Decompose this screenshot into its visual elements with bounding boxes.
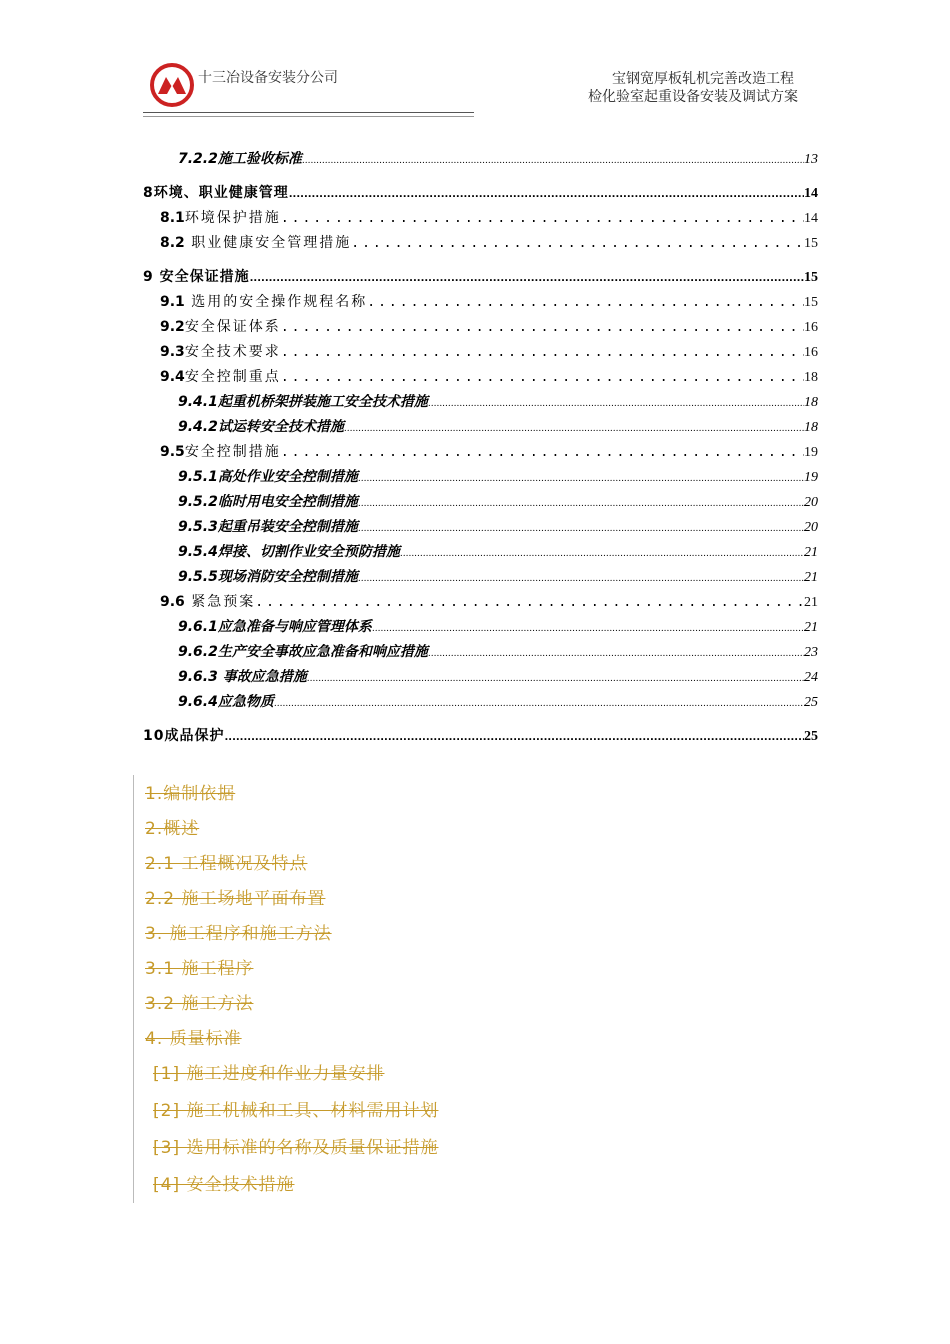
toc-page-number: 21: [804, 620, 818, 635]
toc-entry-number: 9: [143, 269, 154, 285]
toc-entry-title: [178, 466, 358, 486]
toc-entry-number: 9.4.2: [178, 419, 218, 435]
toc-entry-number: 9.6.2: [178, 644, 218, 660]
toc-entry-text: 焊接、切割作业安全预防措施: [217, 544, 400, 560]
toc-page-number: 15: [804, 236, 818, 251]
toc-entry-text: 起重机桥架拼装施工安全技术措施: [217, 394, 428, 410]
toc-entry-text: 紧急预案: [184, 594, 256, 610]
toc-entry-title: [160, 291, 367, 311]
toc-entry-title: [178, 616, 372, 636]
toc-entry-text: 安全技术要求: [184, 344, 281, 360]
toc-leader-dots: [281, 211, 804, 226]
toc-entry[interactable]: [143, 391, 818, 416]
toc-entry-title: [178, 416, 344, 436]
deleted-toc-item-text: 2.2 施工场地平面布置: [145, 889, 326, 909]
toc-entry-text: 职业健康安全管理措施: [184, 235, 352, 251]
toc-leader-dots: [344, 424, 804, 434]
toc-entry[interactable]: [143, 591, 818, 616]
toc-entry[interactable]: [143, 466, 818, 491]
deleted-toc-item[interactable]: [133, 1092, 633, 1129]
toc-entry[interactable]: [143, 232, 818, 257]
toc-leader-dots: [250, 273, 804, 284]
toc-entry-text: 高处作业安全控制措施: [217, 469, 358, 485]
toc-entry-text: 安全保证体系: [184, 319, 281, 335]
toc-leader-dots: [255, 595, 804, 610]
deleted-toc-item-text: 3.2 施工方法: [145, 994, 254, 1014]
toc-entry-number: 9.6.1: [178, 619, 218, 635]
toc-entry-number: 7.2.2: [178, 151, 218, 167]
toc-entry[interactable]: [143, 541, 818, 566]
table-of-contents: [143, 148, 818, 750]
toc-entry-number: 9.4: [160, 369, 185, 385]
toc-entry-text: 安全控制重点: [184, 369, 281, 385]
toc-entry-number: 9.5.4: [178, 544, 218, 560]
toc-page-number: 25: [804, 729, 818, 744]
deleted-toc-item-text: [2] 施工机械和工具、材料需用计划: [153, 1101, 439, 1121]
toc-leader-dots: [274, 699, 804, 709]
toc-entry[interactable]: [143, 616, 818, 641]
toc-leader-dots: [358, 524, 804, 534]
toc-page-number: 24: [804, 670, 818, 685]
deleted-toc-item-text: [3] 选用标准的名称及质量保证措施: [153, 1138, 439, 1158]
toc-entry[interactable]: [143, 566, 818, 591]
toc-page-number: 20: [804, 495, 818, 510]
toc-page-number: 13: [804, 152, 818, 167]
toc-entry-number: 9.5.1: [178, 469, 218, 485]
toc-leader-dots: [358, 474, 804, 484]
deleted-toc-item[interactable]: [133, 1055, 633, 1092]
toc-leader-dots: [281, 370, 804, 385]
toc-entry[interactable]: [143, 207, 818, 232]
toc-page-number: 21: [804, 570, 818, 585]
toc-entry-number: 9.6.4: [178, 694, 218, 710]
toc-page-number: 18: [804, 420, 818, 435]
toc-page-number: 16: [804, 320, 818, 335]
toc-page-number: 16: [804, 345, 818, 360]
toc-entry-title: [178, 391, 428, 411]
toc-leader-dots: [428, 649, 804, 659]
toc-entry-text: 事故应急措施: [217, 669, 307, 685]
toc-entry-text: 安全控制措施: [184, 444, 281, 460]
deleted-toc-item[interactable]: [133, 1129, 633, 1166]
toc-page-number: 19: [804, 445, 818, 460]
deleted-toc-item-text: 2.1 工程概况及特点: [145, 854, 308, 874]
project-title-line2: 检化验室起重设备安装及调试方案: [588, 89, 798, 105]
toc-entry-number: 9.5.2: [178, 494, 218, 510]
toc-entry-number: 9.5.3: [178, 519, 218, 535]
company-name: 十三冶设备安装分公司: [198, 70, 338, 86]
toc-entry-number: 9.3: [160, 344, 185, 360]
toc-entry[interactable]: [143, 516, 818, 541]
toc-leader-dots: [224, 732, 804, 743]
toc-entry-title: [143, 182, 289, 202]
toc-leader-dots: [372, 624, 804, 634]
toc-entry-number: 9.4.1: [178, 394, 218, 410]
toc-entry-title: [160, 316, 281, 336]
toc-entry[interactable]: [143, 666, 818, 691]
toc-page-number: 21: [804, 595, 818, 610]
toc-entry-number: 9.5.5: [178, 569, 218, 585]
deleted-toc-item[interactable]: [133, 985, 633, 1020]
deleted-toc-item-text: 4. 质量标准: [145, 1029, 242, 1049]
toc-entry-number: 8: [143, 185, 154, 201]
toc-entry[interactable]: [143, 266, 818, 291]
toc-entry-text: 环境保护措施: [184, 210, 281, 226]
toc-entry-text: 应急准备与响应管理体系: [217, 619, 372, 635]
header-rule-secondary: [143, 116, 474, 117]
toc-entry-title: [178, 641, 428, 661]
deleted-toc-item-text: 1.编制依据: [145, 784, 236, 804]
deleted-toc-item-text: 3.1 施工程序: [145, 959, 254, 979]
toc-page-number: 23: [804, 645, 818, 660]
toc-leader-dots: [307, 674, 804, 684]
toc-entry-number: 9.6: [160, 594, 185, 610]
toc-entry-title: [160, 366, 281, 386]
deleted-toc-items: [133, 775, 633, 1203]
toc-entry[interactable]: [143, 291, 818, 316]
toc-entry[interactable]: [143, 491, 818, 516]
company-logo-icon: [150, 63, 194, 107]
toc-entry-title: [160, 207, 281, 227]
toc-entry[interactable]: [143, 316, 818, 341]
toc-entry-title: [160, 591, 255, 611]
toc-entry-text: 安全保证措施: [153, 269, 250, 285]
toc-entry-number: 9.5: [160, 444, 185, 460]
toc-entry-text: 施工验收标准: [217, 151, 302, 167]
toc-entry-number: 9.2: [160, 319, 185, 335]
deleted-toc-item-text: [1] 施工进度和作业力量安排: [153, 1064, 385, 1084]
toc-entry-title: [143, 725, 224, 745]
header-rule: [143, 112, 474, 113]
toc-page-number: 21: [804, 545, 818, 560]
toc-leader-dots: [302, 156, 804, 166]
toc-leader-dots: [358, 499, 804, 509]
toc-entry-number: 9.1: [160, 294, 185, 310]
toc-entry-text: 成品保护: [164, 728, 225, 744]
toc-entry-text: 生产安全事故应急准备和响应措施: [217, 644, 428, 660]
toc-entry-title: [178, 491, 358, 511]
toc-leader-dots: [281, 445, 804, 460]
deleted-toc-item[interactable]: [133, 775, 633, 810]
toc-entry-title: [143, 266, 250, 286]
toc-page-number: 14: [804, 211, 818, 226]
toc-entry-title: [160, 341, 281, 361]
deleted-toc-item-text: [4] 安全技术措施: [153, 1175, 295, 1195]
toc-entry[interactable]: [143, 725, 818, 750]
toc-leader-dots: [281, 345, 804, 360]
toc-entry-title: [178, 516, 358, 536]
deleted-toc-item[interactable]: [133, 950, 633, 985]
toc-page-number: 18: [804, 395, 818, 410]
toc-page-number: 14: [804, 186, 818, 201]
toc-entry[interactable]: [143, 366, 818, 391]
deleted-toc-item[interactable]: [133, 1166, 633, 1203]
toc-page-number: 15: [804, 270, 818, 285]
toc-entry-text: 应急物质: [217, 694, 274, 710]
toc-entry[interactable]: [143, 416, 818, 441]
toc-page-number: 19: [804, 470, 818, 485]
deleted-toc-item-text: 3. 施工程序和施工方法: [145, 924, 332, 944]
toc-entry-text: 选用的安全操作规程名称: [184, 294, 368, 310]
toc-page-number: 25: [804, 695, 818, 710]
toc-entry[interactable]: [143, 641, 818, 666]
toc-entry[interactable]: [143, 148, 818, 173]
deleted-toc-item[interactable]: [133, 880, 633, 915]
page-header: [0, 0, 950, 120]
toc-entry-text: 临时用电安全控制措施: [217, 494, 358, 510]
toc-entry-text: 试运转安全技术措施: [217, 419, 344, 435]
toc-entry-number: 8.2: [160, 235, 185, 251]
toc-entry-title: [178, 148, 302, 168]
toc-entry[interactable]: [143, 691, 818, 716]
toc-entry-title: [160, 441, 281, 461]
toc-entry[interactable]: [143, 182, 818, 207]
toc-entry-text: 环境、职业健康管理: [153, 185, 289, 201]
toc-entry-number: 9.6.3: [178, 669, 218, 685]
toc-entry[interactable]: [143, 341, 818, 366]
deleted-toc-item[interactable]: [133, 1020, 633, 1055]
toc-leader-dots: [289, 189, 804, 200]
toc-entry[interactable]: [143, 441, 818, 466]
project-title-line1: 宝钢宽厚板轧机完善改造工程: [612, 71, 794, 87]
toc-leader-dots: [351, 236, 804, 251]
toc-leader-dots: [358, 574, 804, 584]
toc-leader-dots: [281, 320, 804, 335]
toc-entry-title: [178, 666, 307, 686]
toc-leader-dots: [367, 295, 804, 310]
toc-entry-title: [178, 691, 274, 711]
toc-entry-title: [160, 232, 351, 252]
deleted-toc-item[interactable]: [133, 915, 633, 950]
toc-leader-dots: [428, 399, 804, 409]
toc-entry-number: 10: [143, 728, 165, 744]
deleted-toc-item-text: 2.概述: [145, 819, 200, 839]
toc-leader-dots: [400, 549, 804, 559]
deleted-toc-item[interactable]: [133, 845, 633, 880]
toc-page-number: 18: [804, 370, 818, 385]
toc-entry-text: 现场消防安全控制措施: [217, 569, 358, 585]
toc-entry-title: [178, 566, 358, 586]
toc-page-number: 15: [804, 295, 818, 310]
deleted-toc-item[interactable]: [133, 810, 633, 845]
toc-page-number: 20: [804, 520, 818, 535]
toc-entry-title: [178, 541, 400, 561]
toc-entry-text: 起重吊装安全控制措施: [217, 519, 358, 535]
toc-entry-number: 8.1: [160, 210, 185, 226]
